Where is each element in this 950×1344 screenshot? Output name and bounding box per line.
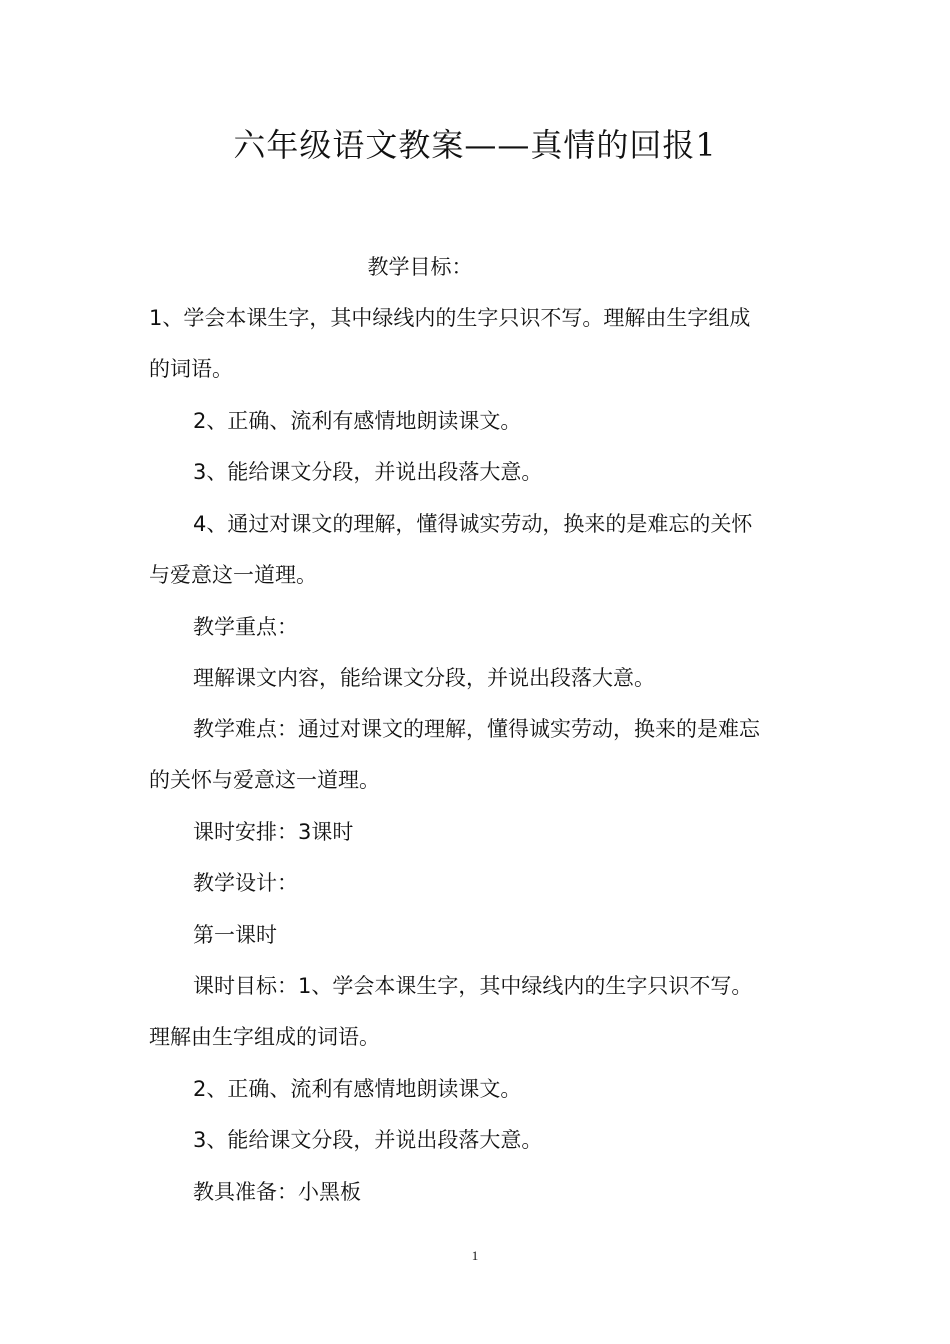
text-line: 2、正确、流利有感情地朗读课文。 (193, 409, 522, 433)
text-line: 3、能给课文分段，并说出段落大意。 (193, 460, 543, 484)
text-line: 教具准备：小黑板 (193, 1180, 361, 1204)
text-line: 3、能给课文分段，并说出段落大意。 (193, 1128, 543, 1152)
section-heading-key-points: 教学重点： (193, 615, 298, 639)
text-line: 课时安排：3课时 (193, 820, 354, 844)
text-line: 与爱意这一道理。 (149, 563, 317, 587)
text-line: 的关怀与爱意这一道理。 (149, 768, 380, 792)
text-line: 理解由生字组成的词语。 (149, 1025, 380, 1049)
page-number: 1 (471, 1248, 479, 1263)
text-line: 教学难点：通过对课文的理解，懂得诚实劳动，换来的是难忘 (193, 717, 760, 741)
text-line: 的词语。 (149, 357, 233, 381)
text-line: 2、正确、流利有感情地朗读课文。 (193, 1077, 522, 1101)
text-line: 课时目标：1、学会本课生字，其中绿线内的生字只识不写。 (193, 974, 753, 998)
text-line: 4、通过对课文的理解，懂得诚实劳动，换来的是难忘的关怀 (193, 512, 753, 536)
section-heading-design: 教学设计： (193, 871, 298, 895)
text-line: 1、学会本课生字，其中绿线内的生字只识不写。理解由生字组成 (149, 306, 751, 330)
text-line: 理解课文内容，能给课文分段，并说出段落大意。 (193, 666, 655, 690)
section-heading-lesson-one: 第一课时 (193, 923, 277, 947)
section-heading-objectives: 教学目标： (367, 255, 473, 279)
document-title: 六年级语文教案——真情的回报1 (233, 126, 717, 164)
